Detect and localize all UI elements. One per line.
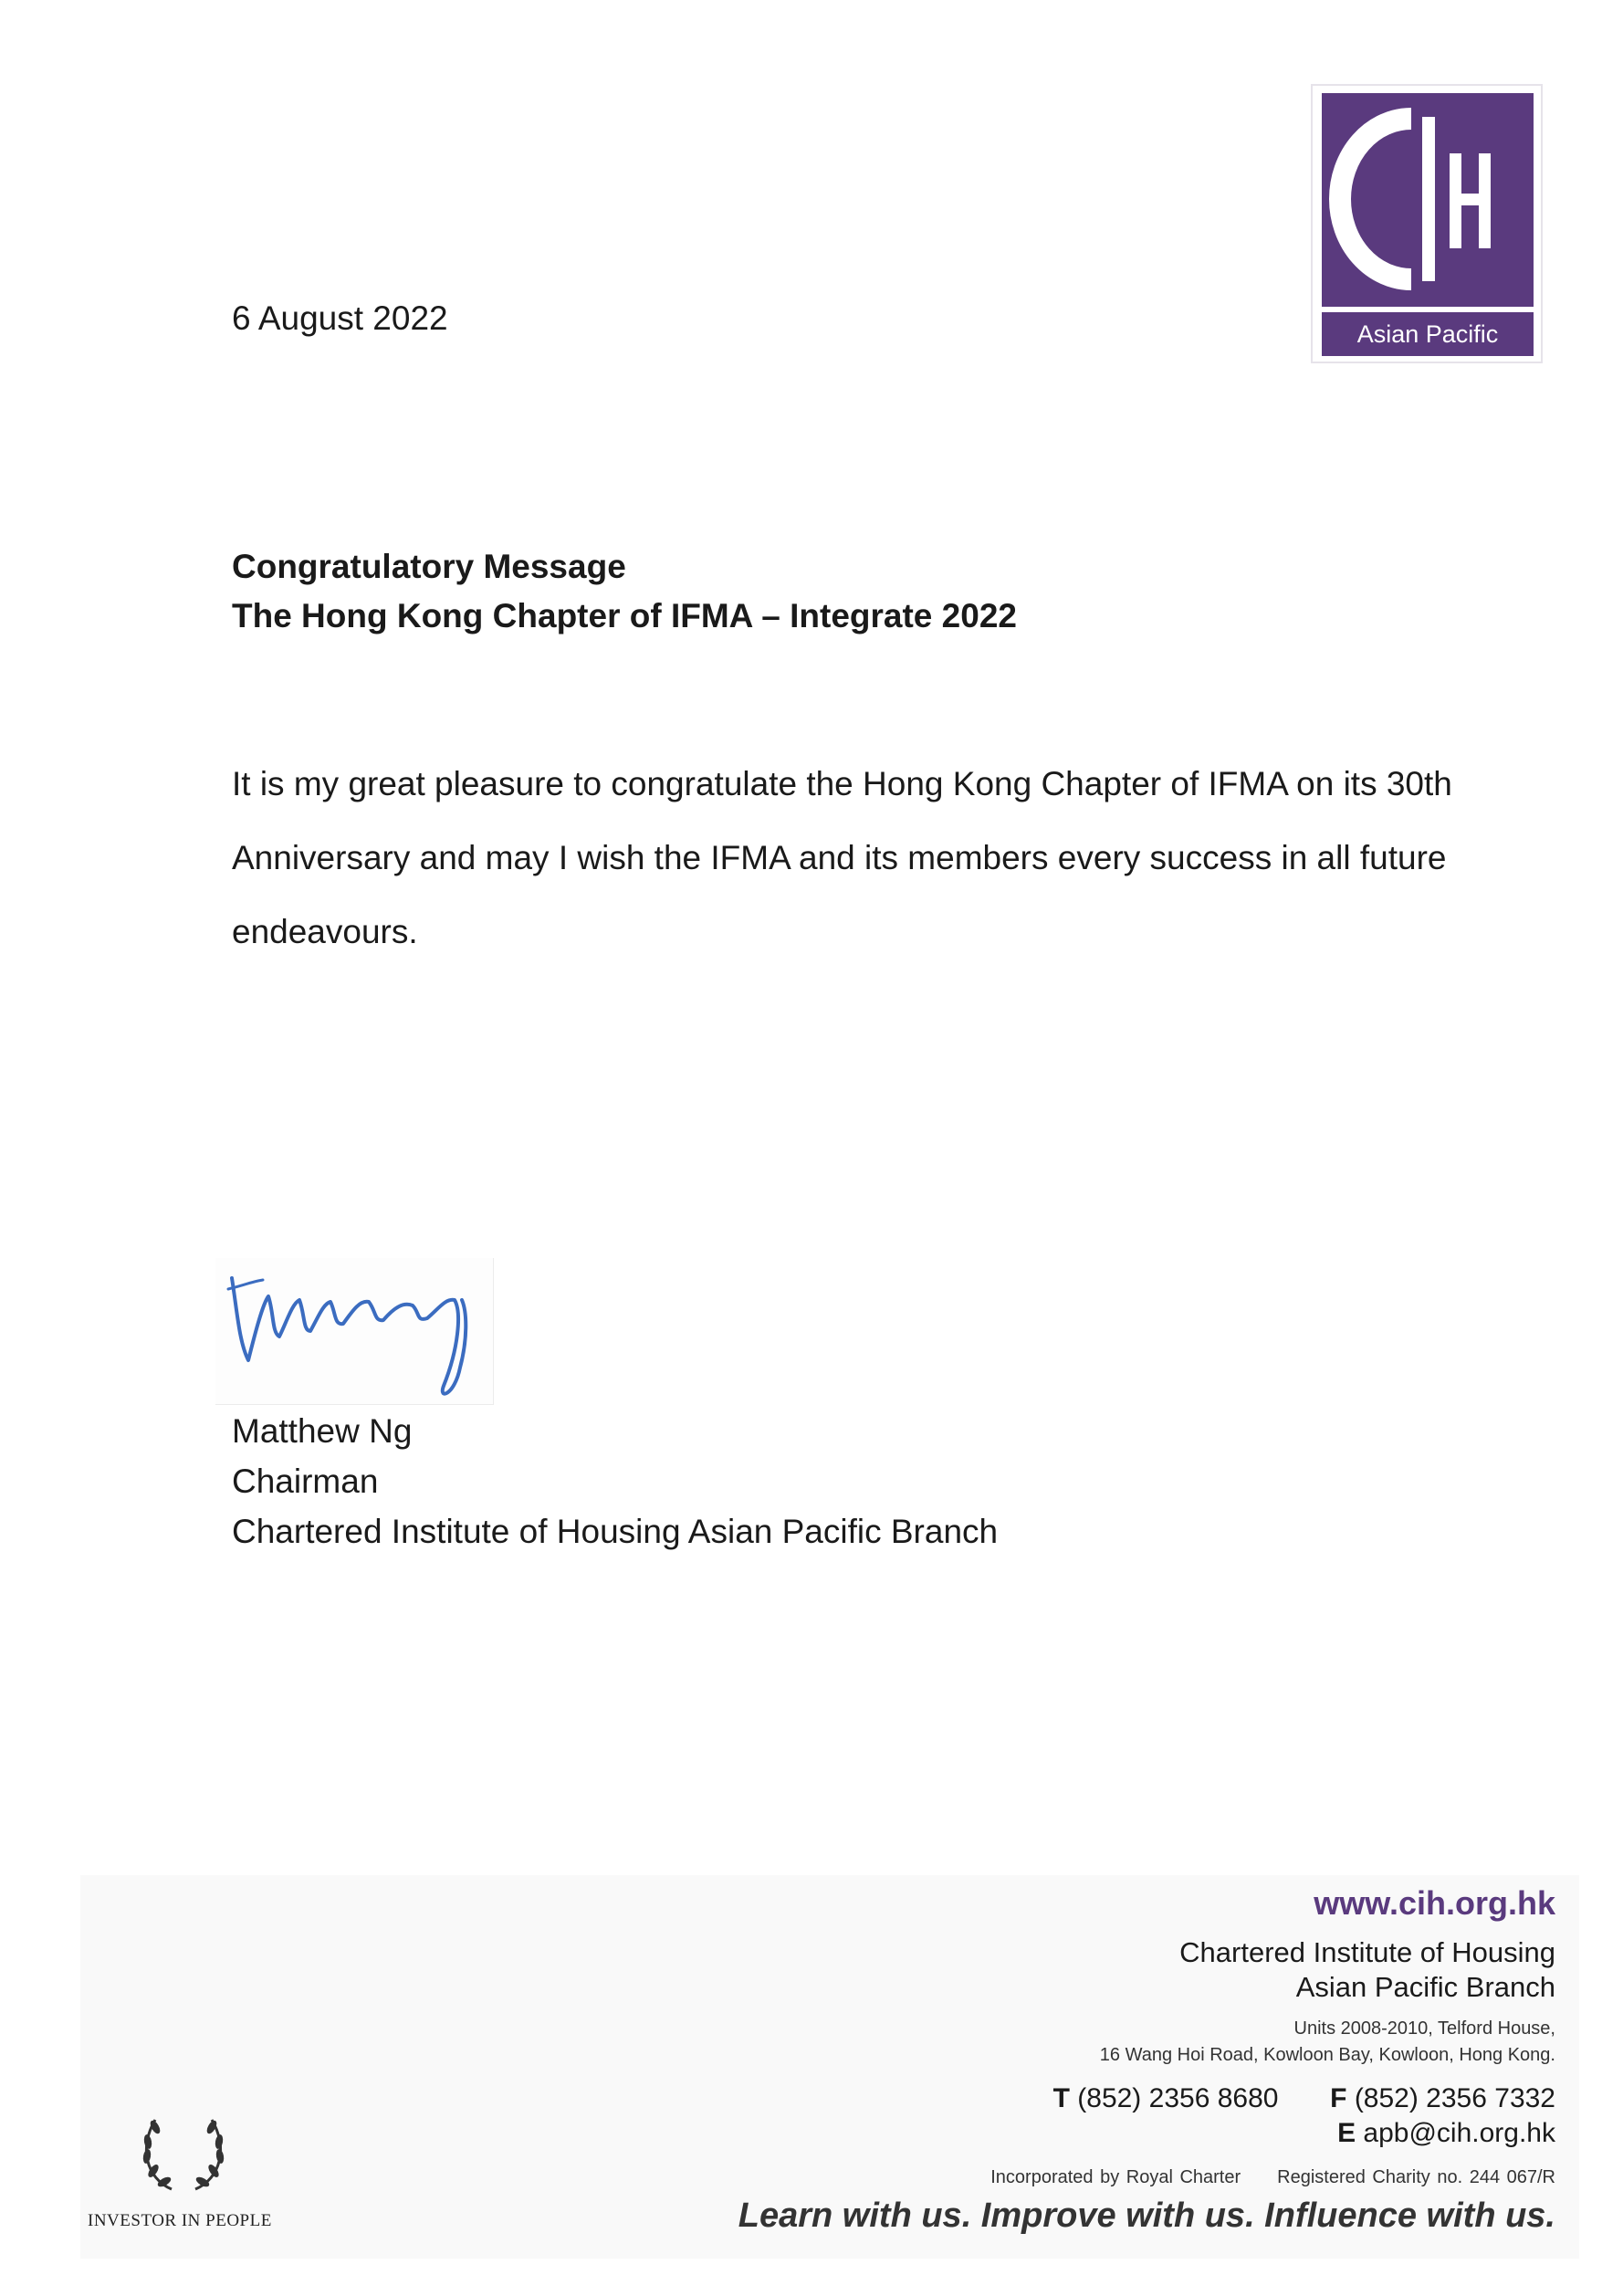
footer-contact bbox=[1053, 2081, 1555, 2151]
investor-in-people-label: INVESTOR IN PEOPLE bbox=[88, 2211, 272, 2230]
footer-tagline: Learn with us. Improve with us. Influence with us. bbox=[738, 2196, 1555, 2235]
signer-block bbox=[232, 1406, 998, 1557]
heading-title: Congratulatory Message bbox=[232, 548, 626, 585]
signer-organization: Chartered Institute of Housing Asian Pacific Branch bbox=[232, 1513, 999, 1550]
cih-logo bbox=[1311, 84, 1543, 363]
website-link[interactable]: www.cih.org.hk bbox=[1314, 1884, 1555, 1922]
signature-icon bbox=[215, 1258, 493, 1404]
heading-subtitle: The Hong Kong Chapter of IFMA – Integrate 2022 bbox=[232, 597, 1017, 634]
address-line2: 16 Wang Hoi Road, Kowloon Bay, Kowloon, Hong Kong. bbox=[1099, 2045, 1555, 2065]
fax-value: (852) 2356 7332 bbox=[1354, 2083, 1555, 2113]
cih-monogram-icon bbox=[1322, 93, 1534, 307]
letter-date: 6 August 2022 bbox=[232, 299, 448, 337]
footer-org-line1: Chartered Institute of Housing bbox=[1179, 1936, 1555, 1968]
signer-name: Matthew Ng bbox=[232, 1412, 413, 1450]
signer-title: Chairman bbox=[232, 1463, 379, 1500]
footer-org-line2: Asian Pacific Branch bbox=[1295, 1971, 1555, 2003]
tel-label: T bbox=[1052, 2083, 1070, 2113]
footer-address bbox=[1100, 2016, 1555, 2069]
email-link[interactable]: apb@cih.org.hk bbox=[1363, 2118, 1555, 2148]
letter-heading bbox=[232, 542, 1017, 641]
signature bbox=[215, 1258, 494, 1405]
investor-in-people-wreath-icon bbox=[133, 2105, 234, 2196]
tel-value: (852) 2356 8680 bbox=[1077, 2083, 1279, 2113]
charity-number: Registered Charity no. 244 067/R bbox=[1277, 2167, 1555, 2187]
logo-caption: Asian Pacific bbox=[1322, 312, 1534, 356]
cih-logo-mark bbox=[1322, 93, 1534, 307]
fax-label: F bbox=[1330, 2083, 1347, 2113]
email-label: E bbox=[1337, 2118, 1356, 2148]
royal-charter-text: Incorporated by Royal Charter bbox=[990, 2167, 1241, 2187]
address-line1: Units 2008-2010, Telford House, bbox=[1293, 2018, 1555, 2039]
footer-organization bbox=[1179, 1935, 1555, 2005]
footer-legal bbox=[990, 2167, 1555, 2188]
letter-body: It is my great pleasure to congratulate the Hong Kong Chapter of IFMA on its 30th Anniversary and may I wish the IFMA and its members every success in all future endeavours. bbox=[232, 765, 1452, 950]
